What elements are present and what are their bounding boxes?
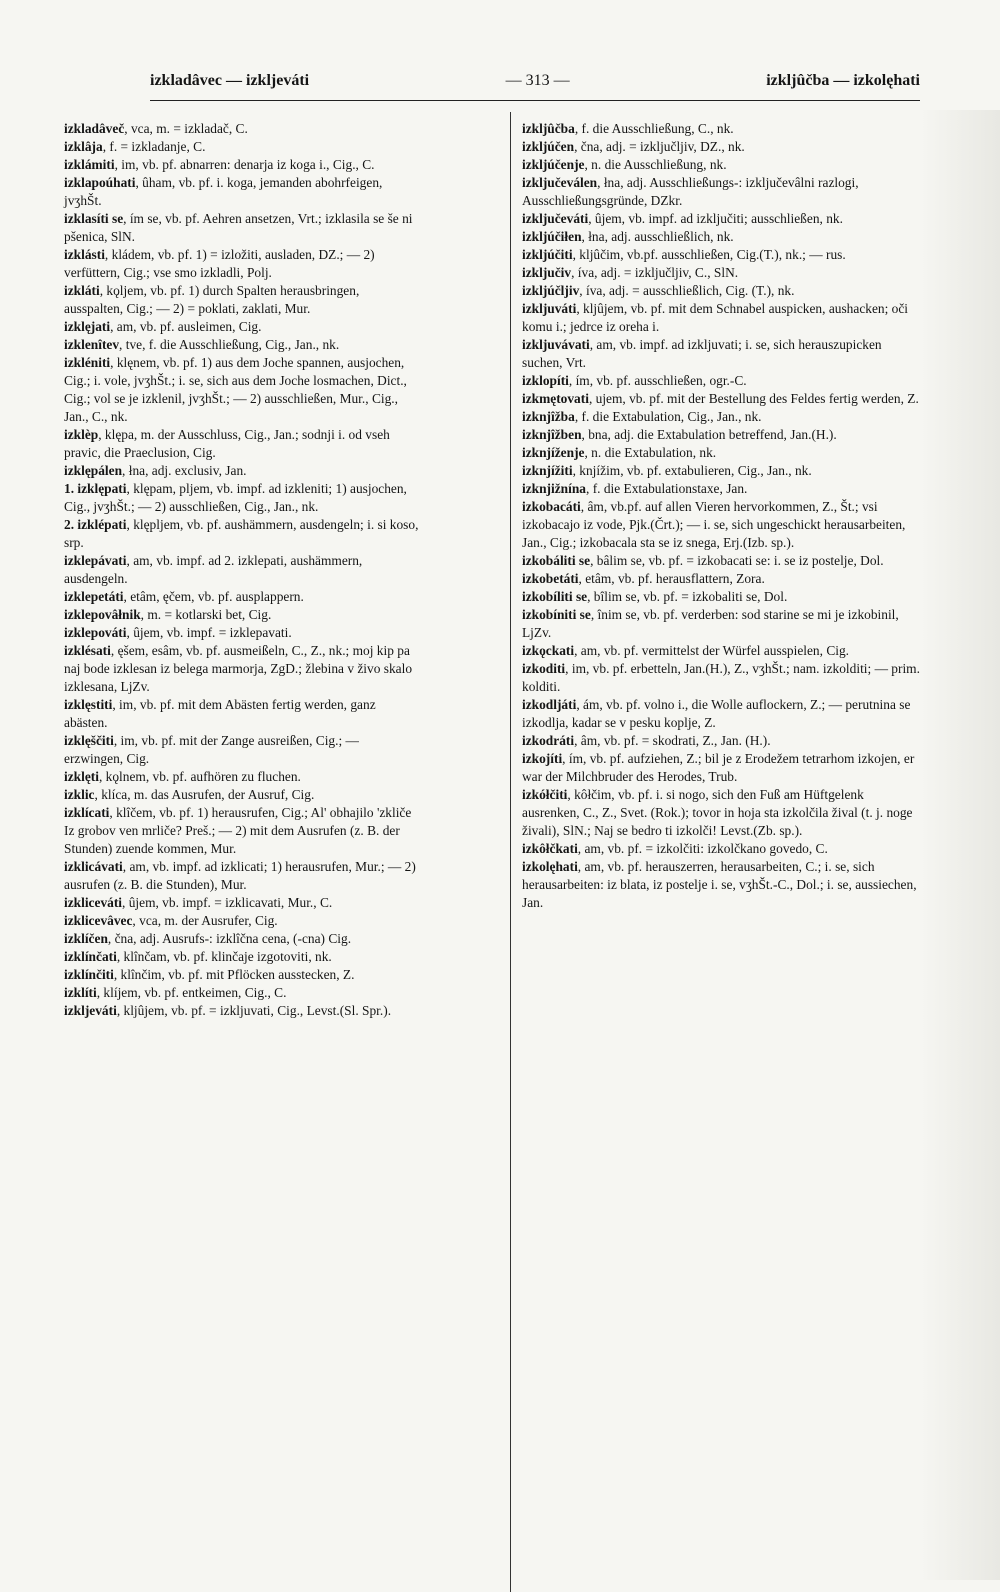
entry-headword: izklęščiti	[64, 733, 114, 748]
entry-definition: , kljûjem, vb. pf. mit dem Schnabel auspicken, aushacken; oči komu i.; jedrce iz oreha i.	[522, 301, 909, 334]
dictionary-entry	[64, 480, 419, 516]
entry-definition: , f. = izkladanje, C.	[102, 139, 206, 154]
column-divider	[510, 112, 511, 1592]
dictionary-entry	[522, 696, 922, 732]
entry-headword: izklepávati	[64, 553, 127, 568]
entry-definition: , ím, vb. pf. ausschließen, ogr.-C.	[568, 373, 747, 388]
entry-headword: izkobíniti se	[522, 607, 591, 622]
dictionary-entry	[64, 318, 419, 336]
entry-headword: izkobíliti se	[522, 589, 588, 604]
entry-headword: izknjíženje	[522, 445, 585, 460]
entry-headword: izklínčati	[64, 949, 117, 964]
entry-headword: izkobacáti	[522, 499, 581, 514]
dictionary-entry	[64, 1002, 419, 1020]
entry-definition: , klęnem, vb. pf. 1) aus dem Joche spannen, ausjochen, Cig.; i. vole, jvʒhŠt.; i. se, sich aus dem Joche losmachen, Dict., Cig.; vol se je izklenil, jvʒhŠt.; — 2) ausschließen, Mur., Cig., Jan., C., nk.	[64, 355, 407, 424]
entry-headword: izkláti	[64, 283, 100, 298]
header-left-guide: izkladâvec — izkljeváti	[150, 72, 310, 89]
dictionary-entry	[64, 804, 419, 858]
entry-definition: , klînčim, vb. pf. mit Pflöcken ausstecken, Z.	[113, 967, 355, 982]
dictionary-entry	[522, 732, 922, 750]
left-column	[64, 120, 419, 1020]
entry-definition: , am, vb. pf. vermittelst der Würfel ausspielen, Cig.	[574, 643, 850, 658]
dictionary-entry	[64, 516, 419, 552]
entry-definition: , ím, vb. pf. aufziehen, Z.; bil je z Erodežem tetrarhom izkojen, er war der Milchbruder des Herodes, Trub.	[522, 751, 915, 784]
entry-definition: , âm, vb. pf. = skodrati, Z., Jan. (H.).	[574, 733, 771, 748]
dictionary-entry	[64, 156, 419, 174]
entry-definition: , bâlim se, vb. pf. = izkobacati se: i. se iz postelje, Dol.	[590, 553, 884, 568]
dictionary-entry	[522, 390, 922, 408]
entry-definition: , łna, adj. exclusiv, Jan.	[122, 463, 247, 478]
entry-definition: , ám, vb. pf. volno i., die Wolle auflockern, Z.; — perutnina se izkodlja, kadar se v pesku koplje, Z.	[522, 697, 911, 730]
entry-definition: , čna, adj. Ausrufs-: izklîčna cena, (-cna) Cig.	[107, 931, 352, 946]
entry-definition: , bîlim se, vb. pf. = izkobaliti se, Dol.	[587, 589, 788, 604]
right-column	[522, 120, 922, 912]
entry-headword: izključeváti	[522, 211, 589, 226]
dictionary-entry	[64, 138, 419, 156]
entry-definition: , klępam, pljem, vb. impf. ad izkleniti; 1) ausjochen, Cig., jvʒhŠt.; — 2) ausschließen, Cig., Jan., nk.	[64, 481, 407, 514]
entry-headword: izkółčiti	[522, 787, 568, 802]
dictionary-entry	[522, 660, 922, 696]
dictionary-entry	[522, 156, 922, 174]
entry-definition: , kládem, vb. pf. 1) = izložiti, ausladen, DZ.; — 2) verfüttern, Cig.; vse smo izkladli, Polj.	[64, 247, 375, 280]
dictionary-entry	[522, 138, 922, 156]
entry-definition: , ûjem, vb. impf. = izklepavati.	[126, 625, 292, 640]
dictionary-entry	[522, 210, 922, 228]
entry-definition: , klępljem, vb. pf. aushämmern, ausdengeln; i. si koso, srp.	[64, 517, 419, 550]
dictionary-entry	[64, 624, 419, 642]
entry-headword: izkolęhati	[522, 859, 578, 874]
entry-headword: izkliceváti	[64, 895, 123, 910]
entry-headword: 2. izklépati	[64, 517, 127, 532]
entry-headword: izkljúčiti	[522, 247, 573, 262]
entry-headword: izkôłčkati	[522, 841, 578, 856]
entry-headword: izkodljáti	[522, 697, 577, 712]
entry-headword: izklopíti	[522, 373, 569, 388]
entry-headword: izkǫckati	[522, 643, 575, 658]
entry-headword: izkljeváti	[64, 1003, 117, 1018]
dictionary-entry	[522, 750, 922, 786]
dictionary-entry	[64, 426, 419, 462]
dictionary-entry	[64, 696, 419, 732]
dictionary-entry	[522, 462, 922, 480]
entry-definition: , íva, adj. = izključljiv, C., SlN.	[571, 265, 739, 280]
entry-headword: izklenîtev	[64, 337, 120, 352]
entry-headword: izkmętovati	[522, 391, 589, 406]
entry-headword: izključiv	[522, 265, 572, 280]
dictionary-entry	[64, 966, 419, 984]
entry-definition: , am, vb. pf. herauszerren, herausarbeiten, C.; i. se, sich herausarbeiten: iz blata, iz postelje i. se, vʒhŠt.-C., Dol.; i. se, aussiechen, Jan.	[522, 859, 917, 910]
entry-definition: , kljûjem, vb. pf. = izkljuvati, Cig., Levst.(Sl. Spr.).	[116, 1003, 392, 1018]
entry-headword: izklasíti se	[64, 211, 124, 226]
dictionary-entry	[64, 210, 419, 246]
dictionary-entry	[64, 174, 419, 210]
header-rule	[150, 100, 920, 101]
entry-headword: izklicevâvec	[64, 913, 133, 928]
dictionary-entry	[522, 120, 922, 138]
entry-headword: izkljuváti	[522, 301, 577, 316]
entry-headword: izkobáliti se	[522, 553, 591, 568]
entry-headword: izkljúčenje	[522, 157, 585, 172]
entry-headword: izklâja	[64, 139, 103, 154]
entry-definition: , ujem, vb. pf. mit der Bestellung des Feldes fertig werden, Z.	[588, 391, 919, 406]
dictionary-entry	[64, 984, 419, 1002]
entry-definition: , ûham, vb. pf. i. koga, jemanden abohrfeigen, jvʒhŠt.	[64, 175, 383, 208]
entry-definition: , vca, m. = izkladač, C.	[124, 121, 248, 136]
dictionary-entry	[522, 408, 922, 426]
entry-definition: , f. die Ausschließung, C., nk.	[574, 121, 734, 136]
entry-headword: izklęstiti	[64, 697, 113, 712]
dictionary-entry	[522, 372, 922, 390]
entry-headword: izknjîžben	[522, 427, 582, 442]
entry-headword: izklámiti	[64, 157, 115, 172]
entry-headword: izkobetáti	[522, 571, 579, 586]
entry-definition: , am, vb. pf. = izkolčiti: izkolčkano govedo, C.	[577, 841, 828, 856]
entry-headword: izklásti	[64, 247, 105, 262]
entry-definition: , am, vb. impf. ad izklicati; 1) herausrufen, Mur.; — 2) ausrufen (z. B. die Stunden), Mur.	[64, 859, 416, 892]
page-number: — 313 —	[505, 72, 570, 89]
entry-definition: , n. die Ausschließung, nk.	[584, 157, 727, 172]
dictionary-entry	[64, 552, 419, 588]
entry-definition: , knjížim, vb. pf. extabulieren, Cig., Jan., nk.	[572, 463, 812, 478]
dictionary-entry	[64, 462, 419, 480]
entry-definition: , etâm, vb. pf. herausflattern, Zora.	[578, 571, 765, 586]
entry-headword: izkljuvávati	[522, 337, 590, 352]
dictionary-entry	[522, 444, 922, 462]
entry-definition: , kǫlnem, vb. pf. aufhören zu fluchen.	[98, 769, 301, 784]
entry-headword: izkojíti	[522, 751, 563, 766]
entry-headword: izklíti	[64, 985, 97, 1000]
dictionary-entry	[64, 732, 419, 768]
entry-headword: izkljúčen	[522, 139, 575, 154]
dictionary-entry	[64, 912, 419, 930]
entry-headword: izknjížiti	[522, 463, 573, 478]
entry-headword: 1. izklępati	[64, 481, 127, 496]
dictionary-entry	[522, 786, 922, 840]
dictionary-entry	[64, 282, 419, 318]
dictionary-entry	[522, 246, 922, 264]
entry-definition: , bna, adj. die Extabulation betreffend, Jan.(H.).	[581, 427, 837, 442]
dictionary-entry	[522, 552, 922, 570]
entry-definition: , vca, m. der Ausrufer, Cig.	[132, 913, 278, 928]
dictionary-entry	[522, 264, 922, 282]
entry-definition: , im, vb. pf. erbetteln, Jan.(H.), Z., vʒhŠt.; nam. izkolditi; — prim. kolditi.	[522, 661, 920, 694]
dictionary-entry	[64, 336, 419, 354]
entry-definition: , am, vb. pf. ausleimen, Cig.	[110, 319, 262, 334]
entry-definition: , im, vb. pf. mit der Zange ausreißen, Cig.; — erzwingen, Cig.	[64, 733, 359, 766]
entry-definition: , m. = kotlarski bet, Cig.	[140, 607, 272, 622]
entry-headword: izklepovâłnik	[64, 607, 141, 622]
entry-definition: , âm, vb.pf. auf allen Vieren hervorkommen, Z., Št.; vsi izkobacajo iz vode, Pjk.(Črt.); — i. se, sich ungeschickt herausarbeiten, Jan., Cig.; izkobacala sta se iz snega, Erj.(Izb. sp.).	[522, 499, 906, 550]
entry-headword: izklínčiti	[64, 967, 114, 982]
dictionary-entry	[64, 786, 419, 804]
dictionary-entry	[522, 570, 922, 588]
entry-definition: , etâm, ęčem, vb. pf. ausplappern.	[123, 589, 304, 604]
entry-definition: , klíjem, vb. pf. entkeimen, Cig., C.	[96, 985, 287, 1000]
entry-definition: , kôłčim, vb. pf. i. si nogo, sich den Fuß am Hüftgelenk ausrenken, C., Z., Svet. (Rok.); tovor in hoja sta izkolčila žival (t. j. noge živali), SlN.; Naj se bedro ti izkolči! Levst.(Zb. sp.).	[522, 787, 913, 838]
dictionary-entry	[522, 282, 922, 300]
entry-definition: , ęšem, esâm, vb. pf. ausmeißeln, C., Z., nk.; moj kip pa naj bode izklesan iz belega marmorja, ZgD.; žlebina v živo skalo izklesana, LjZv.	[64, 643, 413, 694]
entry-definition: , íva, adj. = ausschließlich, Cig. (T.), nk.	[579, 283, 795, 298]
dictionary-entry	[64, 930, 419, 948]
dictionary-entry	[522, 228, 922, 246]
entry-headword: izknjîžba	[522, 409, 575, 424]
dictionary-entry	[522, 426, 922, 444]
entry-definition: , im, vb. pf. mit dem Abästen fertig werden, ganz abästen.	[64, 697, 376, 730]
entry-headword: izklíčen	[64, 931, 108, 946]
dictionary-entry	[64, 606, 419, 624]
entry-definition: , f. die Extabulation, Cig., Jan., nk.	[574, 409, 762, 424]
entry-definition: , am, vb. impf. ad izkljuvati; i. se, sich herauszupicken suchen, Vrt.	[522, 337, 882, 370]
entry-headword: izklèp	[64, 427, 99, 442]
entry-headword: izklęjati	[64, 319, 111, 334]
entry-headword: izklępálen	[64, 463, 123, 478]
entry-headword: izkljûčba	[522, 121, 575, 136]
entry-definition: , łna, adj. ausschließlich, nk.	[581, 229, 734, 244]
entry-definition: , łna, adj. Ausschließungs-: izključevâlni razlogi, Ausschließungsgründe, DZkr.	[522, 175, 859, 208]
running-header	[150, 64, 920, 98]
dictionary-entry	[64, 354, 419, 426]
entry-headword: izključeválen	[522, 175, 598, 190]
dictionary-entry	[522, 858, 922, 912]
header-right-guide: izkljûčba — izkolęhati	[766, 72, 920, 89]
dictionary-entry	[522, 174, 922, 210]
entry-definition: , kljûčim, vb.pf. ausschließen, Cig.(T.), nk.; — rus.	[572, 247, 846, 262]
entry-definition: , klíca, m. das Ausrufen, der Ausruf, Cig.	[94, 787, 315, 802]
dictionary-entry	[64, 768, 419, 786]
dictionary-entry	[522, 498, 922, 552]
dictionary-entry	[64, 246, 419, 282]
dictionary-entry	[522, 300, 922, 336]
entry-definition: , čna, adj. = izključljiv, DZ., nk.	[574, 139, 745, 154]
dictionary-entry	[522, 480, 922, 498]
dictionary-entry	[64, 948, 419, 966]
dictionary-entry	[522, 606, 922, 642]
dictionary-entry	[522, 642, 922, 660]
entry-definition: , ûjem, vb. impf. ad izključiti; ausschließen, nk.	[588, 211, 843, 226]
dictionary-entry	[64, 858, 419, 894]
entry-definition: , f. die Extabulationstaxe, Jan.	[586, 481, 748, 496]
entry-definition: , ím se, vb. pf. Aehren ansetzen, Vrt.; izklasila se še ni pšenica, SlN.	[64, 211, 413, 244]
entry-headword: izkodráti	[522, 733, 575, 748]
entry-definition: , klępa, m. der Ausschluss, Cig., Jan.; sodnji i. od vseh pravic, die Praeclusion, Cig.	[64, 427, 390, 460]
dictionary-entry	[64, 120, 419, 138]
dictionary-entry	[522, 336, 922, 372]
entry-headword: izklepováti	[64, 625, 127, 640]
entry-headword: izklic	[64, 787, 95, 802]
entry-headword: izkléniti	[64, 355, 111, 370]
entry-definition: , ûjem, vb. impf. = izklicavati, Mur., C.	[122, 895, 333, 910]
entry-headword: izklęti	[64, 769, 99, 784]
entry-headword: izklepetáti	[64, 589, 124, 604]
entry-definition: , am, vb. impf. ad 2. izklepati, aushämmern, ausdengeln.	[64, 553, 363, 586]
entry-headword: izklícati	[64, 805, 110, 820]
entry-definition: , klîčem, vb. pf. 1) herausrufen, Cig.; Al' obhajilo 'zkliče Iz grobov ven mrliče? Preš.; — 2) mit dem Ausrufen (z. B. der Stunden) zuende kommen, Mur.	[64, 805, 412, 856]
entry-headword: izknjižnína	[522, 481, 586, 496]
entry-headword: izkljúčljiv	[522, 283, 580, 298]
entry-definition: , kǫljem, vb. pf. 1) durch Spalten herausbringen, ausspalten, Cig.; — 2) = poklati, zaklati, Mur.	[64, 283, 360, 316]
entry-headword: izklésati	[64, 643, 111, 658]
entry-definition: , n. die Extabulation, nk.	[584, 445, 717, 460]
dictionary-entry	[64, 588, 419, 606]
entry-definition: , înim se, vb. pf. verderben: sod starine se mi je izkobinil, LjZv.	[522, 607, 899, 640]
entry-headword: izkoditi	[522, 661, 566, 676]
dictionary-entry	[522, 840, 922, 858]
entry-headword: izkladâveč	[64, 121, 125, 136]
page-edge-shadow	[920, 110, 1000, 1580]
dictionary-entry	[522, 588, 922, 606]
entry-definition: , klînčam, vb. pf. klinčaje izgotoviti, nk.	[116, 949, 332, 964]
entry-definition: , tve, f. die Ausschließung, Cig., Jan., nk.	[119, 337, 340, 352]
entry-headword: izklapoúhati	[64, 175, 136, 190]
dictionary-entry	[64, 642, 419, 696]
entry-definition: , im, vb. pf. abnarren: denarja iz koga i., Cig., C.	[114, 157, 375, 172]
dictionary-entry	[64, 894, 419, 912]
entry-headword: izkljúčiłen	[522, 229, 582, 244]
entry-headword: izklicávati	[64, 859, 123, 874]
